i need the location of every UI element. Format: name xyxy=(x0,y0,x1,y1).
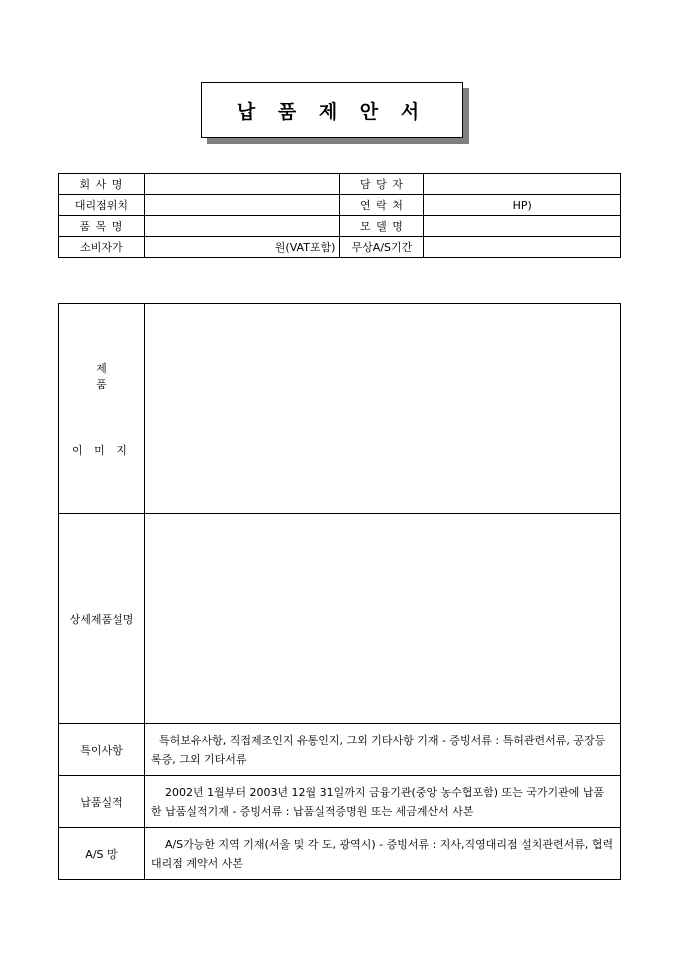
item-label: 품 목 명 xyxy=(59,216,145,237)
info-row-1 xyxy=(59,174,621,195)
main-table xyxy=(58,303,621,880)
info-row-3 xyxy=(59,216,621,237)
model-label: 모 델 명 xyxy=(340,216,424,237)
info-table xyxy=(58,173,621,258)
warranty-label: 무상A/S기간 xyxy=(340,237,424,258)
document-title: 납 품 제 안 서 xyxy=(201,82,463,138)
special-text[interactable]: 특허보유사항, 직접제조인지 유통인지, 그외 기타사항 기재 - 증빙서류 : 특허관련서류, 공장등록증, 그외 기타서류 xyxy=(144,724,620,776)
detail-label: 상세제품설명 xyxy=(59,514,145,724)
detail-row xyxy=(59,514,621,724)
info-row-4 xyxy=(59,237,621,258)
price-label: 소비자가 xyxy=(59,237,145,258)
detail-area[interactable] xyxy=(144,514,620,724)
contact-person-field[interactable] xyxy=(424,174,621,195)
special-label: 특이사항 xyxy=(59,724,145,776)
as-label: A/S 망 xyxy=(59,828,145,880)
title-block xyxy=(201,82,463,138)
special-row xyxy=(59,724,621,776)
product-image-label-cell xyxy=(59,304,145,514)
model-field[interactable] xyxy=(424,216,621,237)
warranty-field[interactable] xyxy=(424,237,621,258)
as-row xyxy=(59,828,621,880)
item-field[interactable] xyxy=(144,216,340,237)
as-text[interactable]: A/S가능한 지역 기재(서울 및 각 도, 광역시) - 증빙서류 : 지사,직영대리점 설치관련서류, 협력대리점 계약서 사본 xyxy=(144,828,620,880)
delivery-label: 납품실적 xyxy=(59,776,145,828)
delivery-text[interactable]: 2002년 1월부터 2003년 12월 31일까지 금융기관(중앙 농수협포함) 또는 국가기관에 납품한 납품실적기재 - 증빙서류 : 납품실적증명원 또는 세금계산서 사본 xyxy=(144,776,620,828)
product-image-area[interactable] xyxy=(144,304,620,514)
contact-person-label: 담 당 자 xyxy=(340,174,424,195)
company-label: 회 사 명 xyxy=(59,174,145,195)
price-field[interactable]: 원(VAT포함) xyxy=(144,237,340,258)
product-image-label-2: 이 미 지 xyxy=(72,443,131,457)
contact-label: 연 락 처 xyxy=(340,195,424,216)
product-image-label-1: 제 품 xyxy=(96,361,137,391)
agency-location-field[interactable] xyxy=(144,195,340,216)
company-field[interactable] xyxy=(144,174,340,195)
agency-location-label: 대리점위치 xyxy=(59,195,145,216)
contact-field[interactable]: HP) xyxy=(424,195,621,216)
info-row-2 xyxy=(59,195,621,216)
delivery-row xyxy=(59,776,621,828)
product-image-row xyxy=(59,304,621,514)
